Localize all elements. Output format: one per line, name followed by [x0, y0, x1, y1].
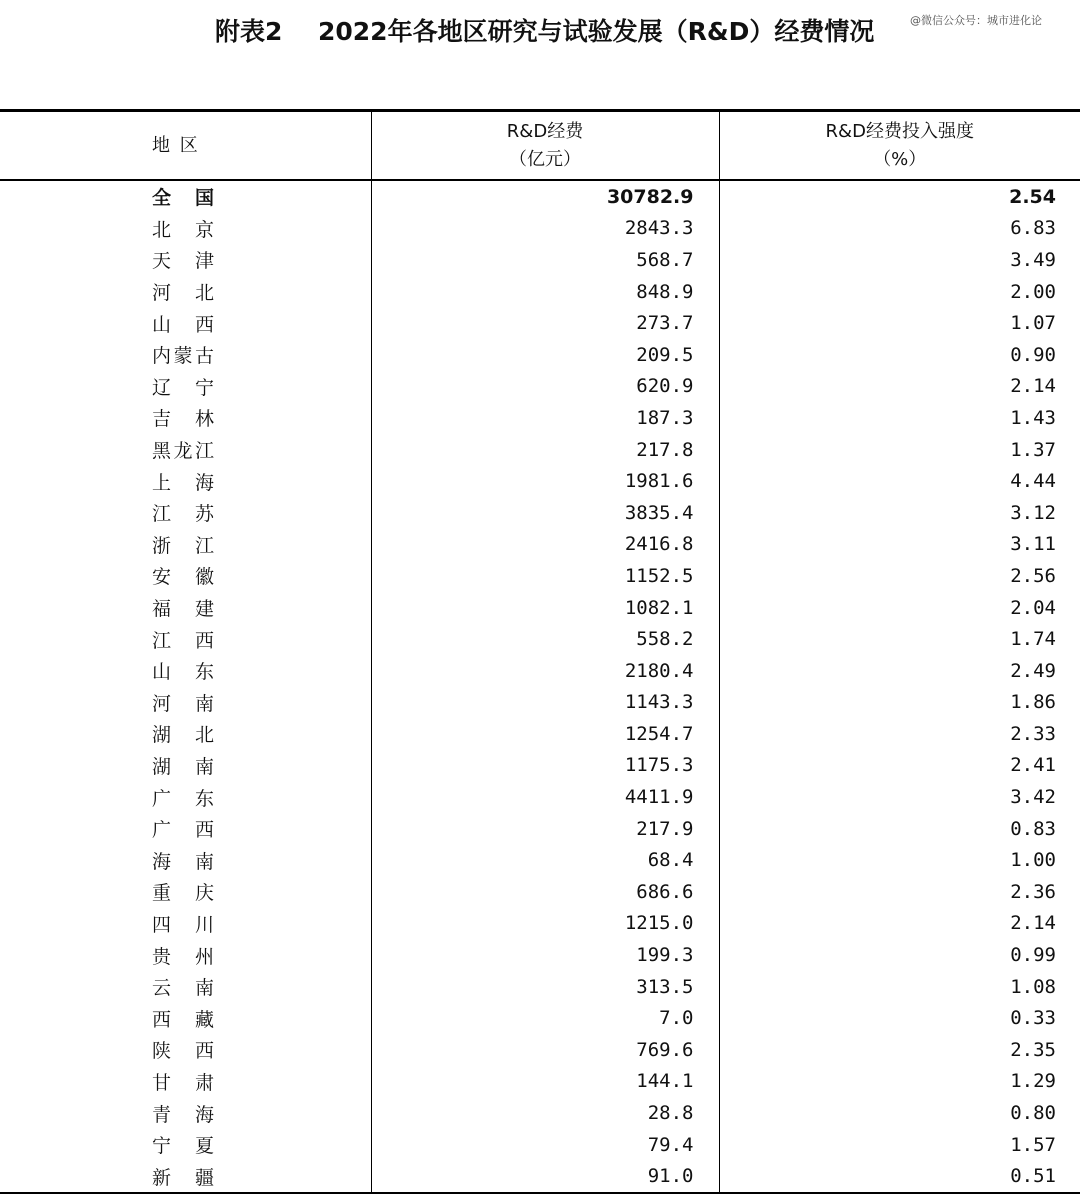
intensity-cell: 2.14: [1010, 912, 1056, 935]
intensity-cell: 2.56: [1010, 564, 1056, 587]
intensity-cell: 0.80: [1010, 1102, 1056, 1125]
funds-header-line1: R&D经费: [506, 120, 584, 142]
region-name: 江苏: [152, 503, 214, 526]
region-name: 河南: [152, 692, 214, 715]
region-cell: [0, 434, 371, 466]
region-name: 贵州: [152, 945, 214, 968]
region-name: 全国: [152, 187, 214, 210]
table-row: [0, 908, 1080, 940]
region-name: 新疆: [152, 1166, 214, 1189]
table-row: [0, 339, 1080, 371]
intensity-cell: 1.08: [1010, 975, 1056, 998]
funds-cell: 1981.6: [371, 465, 719, 497]
intensity-header-unit: （%）: [873, 148, 927, 170]
table-title-text: 2022年各地区研究与试验发展（R&D）经费情况: [318, 17, 875, 46]
table-row: [0, 687, 1080, 719]
table-row: [0, 529, 1080, 561]
region-cell: [0, 529, 371, 561]
intensity-header-line1: R&D经费投入强度: [825, 120, 974, 142]
intensity-cell: 1.37: [1010, 438, 1056, 461]
intensity-cell: 2.36: [1010, 880, 1056, 903]
region-name: 山西: [152, 313, 214, 336]
table-row: [0, 434, 1080, 466]
intensity-cell: 1.57: [1010, 1133, 1056, 1156]
region-name: 天津: [152, 250, 214, 273]
intensity-cell: 2.54: [1009, 185, 1056, 208]
table-row: [0, 718, 1080, 750]
funds-cell: 4411.9: [371, 781, 719, 813]
funds-cell: 187.3: [371, 402, 719, 434]
table-row: [0, 560, 1080, 592]
intensity-cell: 3.12: [1010, 501, 1056, 524]
region-name: 黑龙江: [152, 440, 214, 463]
region-name: 湖北: [152, 724, 214, 747]
region-cell: [0, 402, 371, 434]
region-cell: [0, 592, 371, 624]
table-row: [0, 1002, 1080, 1034]
table-row: [0, 307, 1080, 339]
funds-cell: 3835.4: [371, 497, 719, 529]
table-row: [0, 1034, 1080, 1066]
table-row: [0, 1066, 1080, 1098]
intensity-cell: 4.44: [1010, 470, 1056, 493]
table-row: [0, 876, 1080, 908]
table-row: [0, 465, 1080, 497]
table-row: [0, 276, 1080, 308]
funds-cell: 1082.1: [371, 592, 719, 624]
funds-cell: 30782.9: [371, 180, 719, 213]
region-name: 广东: [152, 787, 214, 810]
region-cell: [0, 844, 371, 876]
region-name: 陕西: [152, 1040, 214, 1063]
region-cell: [0, 750, 371, 782]
intensity-cell: 0.51: [719, 1160, 1080, 1193]
table-row: [0, 971, 1080, 1003]
column-header-region: 地 区: [0, 111, 371, 181]
region-name: 北京: [152, 218, 214, 241]
region-cell: [0, 1066, 371, 1098]
intensity-cell: 3.42: [1010, 786, 1056, 809]
table-row: [0, 844, 1080, 876]
table-row: [0, 371, 1080, 403]
intensity-cell: 1.86: [1010, 691, 1056, 714]
region-cell: [0, 781, 371, 813]
region-cell: [0, 1129, 371, 1161]
table-row: [0, 655, 1080, 687]
table-row: [0, 750, 1080, 782]
table-row: [0, 781, 1080, 813]
funds-cell: 28.8: [371, 1097, 719, 1129]
region-cell: [0, 939, 371, 971]
region-name: 辽宁: [152, 376, 214, 399]
region-cell: [0, 655, 371, 687]
intensity-cell: 2.49: [1010, 659, 1056, 682]
region-cell: [0, 1097, 371, 1129]
region-name: 内蒙古: [152, 345, 214, 368]
region-cell: [0, 497, 371, 529]
region-name: 江西: [152, 629, 214, 652]
intensity-cell: 1.43: [1010, 406, 1056, 429]
intensity-cell: 2.35: [1010, 1038, 1056, 1061]
table-number: 附表2: [215, 17, 283, 46]
funds-cell: 217.9: [371, 813, 719, 845]
region-name: 吉林: [152, 408, 214, 431]
region-cell: [0, 213, 371, 245]
table-row: [0, 497, 1080, 529]
intensity-cell: 2.41: [1010, 754, 1056, 777]
intensity-cell: 1.07: [1010, 312, 1056, 335]
table-row: [0, 592, 1080, 624]
region-cell: [0, 1034, 371, 1066]
region-cell: [0, 1002, 371, 1034]
region-cell: [0, 307, 371, 339]
region-cell: [0, 876, 371, 908]
region-cell: [0, 813, 371, 845]
funds-cell: 848.9: [371, 276, 719, 308]
intensity-cell: 3.49: [1010, 248, 1056, 271]
funds-cell: 1152.5: [371, 560, 719, 592]
funds-cell: 769.6: [371, 1034, 719, 1066]
region-cell: [0, 623, 371, 655]
region-name: 山东: [152, 661, 214, 684]
region-cell: [0, 971, 371, 1003]
intensity-cell: 0.33: [1010, 1007, 1056, 1030]
intensity-cell: 1.29: [1010, 1070, 1056, 1093]
funds-cell: 68.4: [371, 844, 719, 876]
table-row: [0, 623, 1080, 655]
funds-cell: 2416.8: [371, 529, 719, 561]
region-cell: [0, 560, 371, 592]
watermark: @微信公众号：城市进化论: [910, 14, 1042, 27]
region-name: 河北: [152, 282, 214, 305]
table-row: [0, 244, 1080, 276]
region-cell: [0, 687, 371, 719]
funds-cell: 568.7: [371, 244, 719, 276]
column-header-intensity: [719, 111, 1080, 181]
table-row-total: [0, 180, 1080, 213]
region-name: 福建: [152, 598, 214, 621]
region-cell: [0, 276, 371, 308]
region-name: 湖南: [152, 755, 214, 778]
rd-funds-table: [0, 109, 1080, 1194]
region-name: 重庆: [152, 882, 214, 905]
funds-cell: 2180.4: [371, 655, 719, 687]
funds-cell: 79.4: [371, 1129, 719, 1161]
intensity-cell: 0.90: [1010, 343, 1056, 366]
intensity-cell: 1.00: [1010, 849, 1056, 872]
intensity-cell: 0.99: [1010, 944, 1056, 967]
funds-cell: 1215.0: [371, 908, 719, 940]
funds-cell: 686.6: [371, 876, 719, 908]
region-name: 青海: [152, 1103, 214, 1126]
region-name: 上海: [152, 471, 214, 494]
table-body: [0, 180, 1080, 1193]
funds-cell: 144.1: [371, 1066, 719, 1098]
intensity-cell: 1.74: [1010, 628, 1056, 651]
funds-cell: 2843.3: [371, 213, 719, 245]
region-name: 宁夏: [152, 1135, 214, 1158]
region-name: 浙江: [152, 534, 214, 557]
funds-cell: 558.2: [371, 623, 719, 655]
intensity-cell: 0.83: [1010, 817, 1056, 840]
region-cell: [0, 244, 371, 276]
table-row: [0, 813, 1080, 845]
region-name: 海南: [152, 850, 214, 873]
funds-cell: 1254.7: [371, 718, 719, 750]
funds-cell: 199.3: [371, 939, 719, 971]
region-cell: [0, 908, 371, 940]
region-cell: [0, 371, 371, 403]
region-name: 四川: [152, 913, 214, 936]
funds-cell: 313.5: [371, 971, 719, 1003]
table-row: [0, 1160, 1080, 1193]
funds-cell: 1143.3: [371, 687, 719, 719]
intensity-cell: 2.04: [1010, 596, 1056, 619]
region-cell: [0, 180, 371, 213]
intensity-cell: 2.00: [1010, 280, 1056, 303]
table-row: [0, 1097, 1080, 1129]
table-row: [0, 939, 1080, 971]
funds-cell: 7.0: [371, 1002, 719, 1034]
column-header-funds: [371, 111, 719, 181]
region-cell: [0, 465, 371, 497]
intensity-cell: 2.33: [1010, 722, 1056, 745]
intensity-cell: 3.11: [1010, 533, 1056, 556]
region-name: 甘肃: [152, 1071, 214, 1094]
table-row: [0, 402, 1080, 434]
table-row: [0, 213, 1080, 245]
region-cell: [0, 1160, 371, 1193]
funds-cell: 620.9: [371, 371, 719, 403]
region-name: 安徽: [152, 566, 214, 589]
table-header: [0, 111, 1080, 181]
region-name: 西藏: [152, 1008, 214, 1031]
intensity-cell: 6.83: [1010, 217, 1056, 240]
region-cell: [0, 718, 371, 750]
funds-cell: 209.5: [371, 339, 719, 371]
region-cell: [0, 339, 371, 371]
funds-cell: 273.7: [371, 307, 719, 339]
funds-cell: 1175.3: [371, 750, 719, 782]
funds-cell: 217.8: [371, 434, 719, 466]
region-name: 云南: [152, 977, 214, 1000]
funds-cell: 91.0: [371, 1160, 719, 1193]
funds-header-unit: （亿元）: [509, 148, 581, 170]
intensity-cell: 2.14: [1010, 375, 1056, 398]
region-name: 广西: [152, 819, 214, 842]
table-row: [0, 1129, 1080, 1161]
